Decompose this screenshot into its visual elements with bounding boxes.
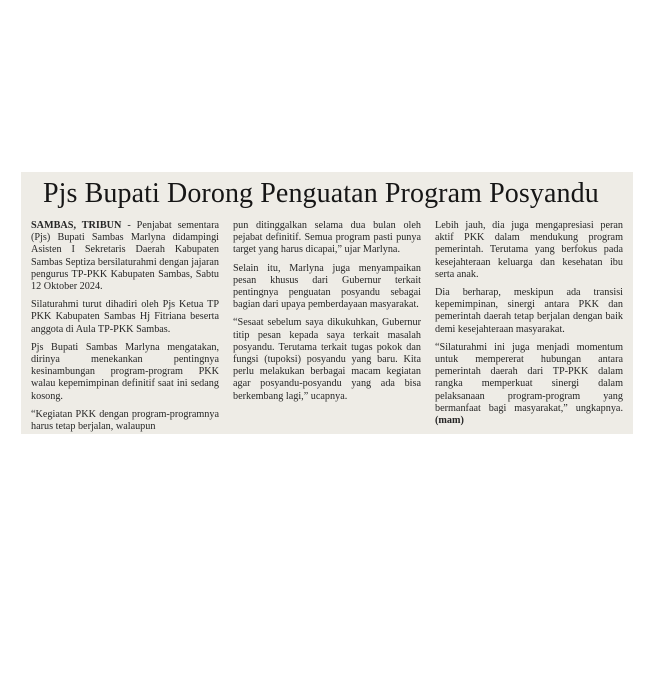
paragraph: Dia berharap, meskipun ada transisi kepemimpinan, sinergi antara PKK dan pemerintah daerah tetap berjalan dengan baik demi kesejahteraan masyarakat.: [435, 287, 623, 335]
paragraph: “Sesaat sebelum saya dikukuhkan, Gubernur titip pesan kepada saya terkait masalah posyandu. Terutama terkait tugas pokok dan fungsi (tupoksi) posyandu yang baru. Kita perlu melakukan berbagai macam kegiatan agar posyandu-posyandu yang ada bisa berkembang lagi,” ucapnya.: [233, 317, 421, 402]
paragraph-text: “Silaturahmi ini juga menjadi momentum untuk mempererat hubungan antara pemerintah daerah dari TP-PKK dalam rangka memperkuat sinergi dalam pelaksanaan program-program yang bermanfaat bagi masyarakat,” ungkapnya.: [435, 341, 623, 414]
article-column-3: [435, 220, 623, 434]
paragraph: [435, 342, 623, 427]
author-signature: (mam): [435, 415, 464, 427]
paragraph: “Kegiatan PKK dengan program-programnya harus tetap berjalan, walaupun: [31, 408, 219, 433]
paragraph: Lebih jauh, dia juga mengapresiasi peran aktif PKK dalam mendukung program pemerintah. Terutama yang berfokus pada kesejahteraan keluarga dan kesehatan ibu serta anak.: [435, 220, 623, 280]
paragraph: Silaturahmi turut dihadiri oleh Pjs Ketua TP PKK Kabupaten Sambas Hj Fitriana beserta anggota di Aula TP-PKK Sambas.: [31, 299, 219, 335]
paragraph: Pjs Bupati Sambas Marlyna mengatakan, dirinya menekankan pentingnya kesinambungan program-program PKK walau kepemimpinan definitif saat ini sedang kosong.: [31, 341, 219, 402]
paragraph: Selain itu, Marlyna juga menyampaikan pesan khusus dari Gubernur terkait pentingnya penguatan posyandu sebagai bagian dari upaya pemberdayaan masyarakat.: [233, 262, 421, 311]
article-column-2: [233, 220, 421, 434]
paragraph: [31, 220, 219, 293]
paragraph: pun ditinggalkan selama dua bulan oleh pejabat definitif. Semua program pasti punya target yang harus dicapai,” ujar Marlyna.: [233, 220, 421, 256]
newspaper-clipping: [21, 172, 633, 434]
article-headline: Pjs Bupati Dorong Penguatan Program Posyandu: [43, 178, 599, 209]
paragraph-text: - Penjabat sementara (Pjs) Bupati Sambas Marlyna didampingi Asisten I Sekretaris Daerah Kabupaten Sambas Septiza bersilaturahmi dengan jajaran pengurus TP-PKK Kabupaten Sambas, Sabtu 12 Oktober 2024.: [31, 220, 219, 293]
dateline: SAMBAS, TRIBUN: [31, 220, 122, 231]
article-column-1: [31, 220, 219, 434]
article-body: [31, 220, 623, 434]
